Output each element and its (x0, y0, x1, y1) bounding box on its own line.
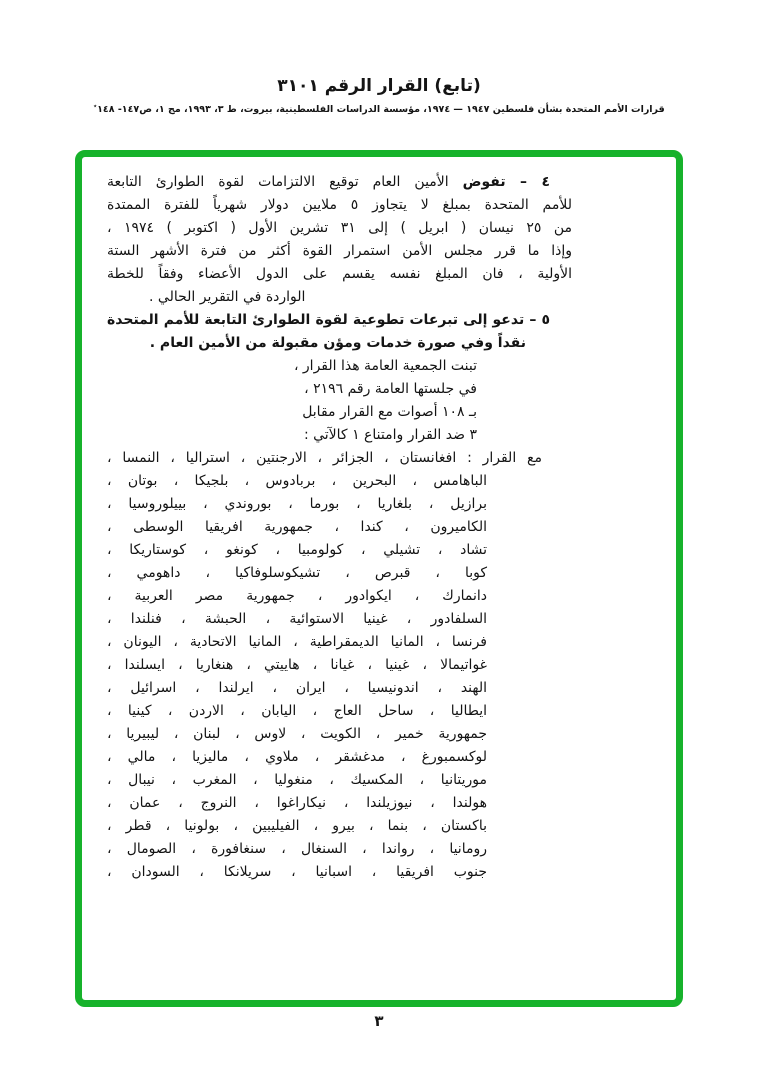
vote-list-line: باكستان ، بنما ، بيرو ، الفيليبين ، بولونيا ، قطر ، (107, 818, 487, 834)
vote-first-line-countries: افغانستان ، الجزائر ، الارجنتين ، استراليا ، النمسا ، (107, 450, 457, 466)
vote-list-line: كوبا ، قبرص ، تشيكوسلوفاكيا ، داهومي ، (107, 565, 487, 581)
resolution-paragraph-4 (107, 171, 572, 309)
text-line: للأمم المتحدة بمبلغ لا يتجاوز ٥ ملايين دولار شهرياً للفترة الممتدة (107, 197, 572, 213)
text-line: في جلستها العامة رقم ٢١٩٦ ، (304, 381, 477, 397)
resolution-paragraph-5 (107, 309, 572, 355)
vote-list-line: جنوب افريقيا ، اسبانيا ، سريلانكا ، السودان ، (107, 864, 487, 880)
vote-list-line: لوكسمبورغ ، مدغشقر ، ملاوي ، ماليزيا ، مالي ، (107, 749, 487, 765)
source-citation (28, 102, 730, 115)
vote-list-line: دانمارك ، ايكوادور ، جمهورية مصر العربية ، (107, 588, 487, 604)
vote-list-line: موريتانيا ، المكسيك ، منغوليا ، المغرب ، نيبال ، (107, 772, 487, 788)
vote-list-line: فرنسا ، المانيا الديمقراطية ، المانيا الاتحادية ، اليونان ، (107, 634, 487, 650)
text-line: ٥ – تدعو إلى تبرعات تطوعية لقوة الطوارئ التابعة للأمم المتحدة (107, 312, 550, 328)
adoption-note (107, 355, 572, 447)
source-citation-text: قرارات الأمم المتحدة بشأن فلسطين ١٩٤٧ — ١٩٧٤، مؤسسة الدراسات الفلسطينية، بيروت، ط ٣، ١٩٩٣، مج ١، ص١٤٧- ١٤٨ (97, 104, 665, 116)
text-line: الواردة في التقرير الحالي . (149, 289, 306, 305)
vote-list-line: جمهورية خمير ، الكويت ، لاوس ، لبنان ، ليبيريا ، (107, 726, 487, 742)
footnote-mark: ٭ (93, 102, 98, 110)
vote-record (107, 447, 542, 884)
text-line: وإذا ما قرر مجلس الأمن استمرار القوة أكثر من فترة الأشهر الستة (107, 243, 572, 259)
vote-list-line: غواتيمالا ، غينيا ، غيانا ، هاييتي ، هنغاريا ، ايسلندا ، (107, 657, 487, 673)
vote-list-line: الكاميرون ، كندا ، جمهورية افريقيا الوسطى ، (107, 519, 487, 535)
vote-list-line: الهند ، اندونيسيا ، ايران ، ايرلندا ، اسرائيل ، (107, 680, 487, 696)
text-line: بـ ١٠٨ أصوات مع القرار مقابل (302, 404, 477, 420)
text-line: من ٢٥ نيسان ( ابريل ) إلى ٣١ تشرين الأول ( اكتوبر ) ١٩٧٤ ، (107, 220, 573, 236)
text-line: تبنت الجمعية العامة هذا القرار ، (293, 358, 477, 374)
document-frame (75, 150, 683, 1007)
vote-list-line: هولندا ، نيوزيلندا ، نيكاراغوا ، النروج ، عمان ، (107, 795, 487, 811)
text-line: نقداً وفي صورة خدمات ومؤن مقبولة من الأمين العام . (149, 335, 526, 351)
vote-list-line: برازيل ، بلغاريا ، بورما ، بوروندي ، بييلوروسيا ، (107, 496, 487, 512)
vote-list-line: الباهامس ، البحرين ، بربادوس ، بلجيكا ، بوتان ، (107, 473, 487, 489)
resolution-text-column (107, 171, 572, 884)
text-line: الأولية ، فان المبلغ نفسه يقسم على الدول الأعضاء وفقاً للخطة (107, 266, 572, 282)
vote-list-line: تشاد ، تشيلي ، كولومبيا ، كونغو ، كوستاريكا ، (107, 542, 487, 558)
vote-list-continuation (107, 470, 542, 884)
vote-list-first-line (107, 447, 542, 470)
page-title: (تابع) القرار الرقم ٣١٠١ (277, 76, 481, 96)
vote-label: مع القرار : (467, 450, 542, 466)
text-line: ٤ – تفوض الأمين العام توقيع الالتزامات لقوة الطوارئ التابعة (107, 174, 550, 190)
vote-list-line: ايطاليا ، ساحل العاج ، اليابان ، الاردن ، كينيا ، (107, 703, 487, 719)
page-number: ٣ (374, 1012, 384, 1030)
vote-list-line: رومانيا ، رواندا ، السنغال ، سنغافورة ، الصومال ، (107, 841, 487, 857)
text-line: ٣ ضد القرار وامتناع ١ كالآتي : (303, 427, 477, 443)
vote-list-line: السلفادور ، غينيا الاستوائية ، الحبشة ، فنلندا ، (107, 611, 487, 627)
